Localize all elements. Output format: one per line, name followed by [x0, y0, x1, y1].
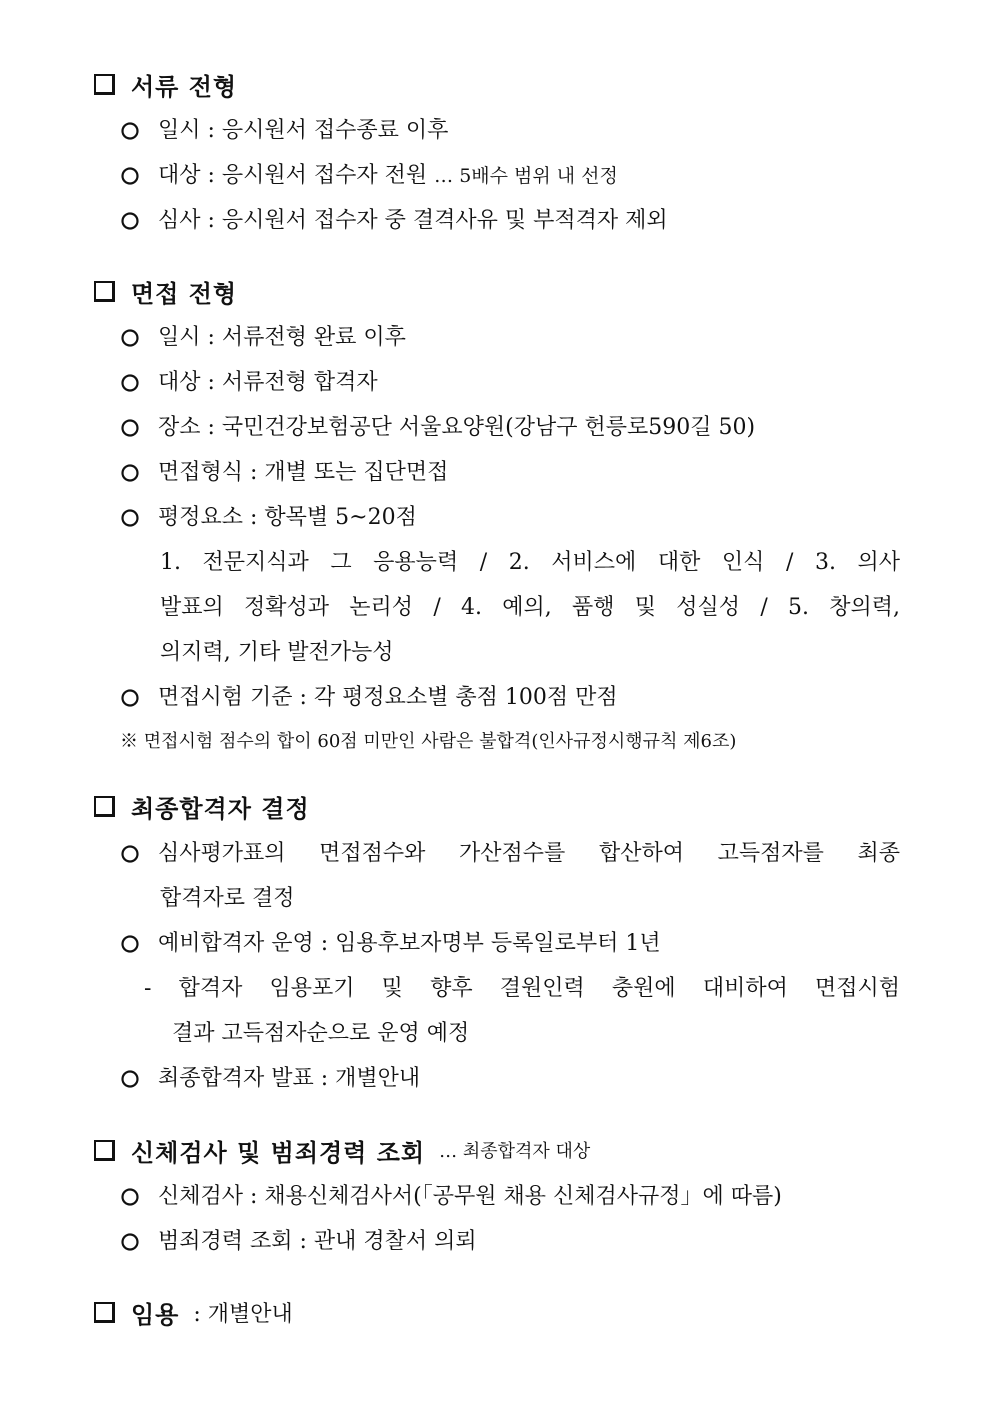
section-title: 신체검사 및 범죄경력 조회: [131, 1138, 426, 1167]
section-title: 임용: [131, 1300, 180, 1329]
circle-bullet-icon: [120, 328, 140, 348]
item-text: 범죄경력 조회 : 관내 경찰서 의뢰: [158, 1229, 477, 1254]
item-text: [158, 161, 618, 191]
section-heading-appointment: [94, 1295, 293, 1329]
checkbox-icon: [94, 796, 115, 817]
item-text: 면접형식 : 개별 또는 집단면접: [158, 460, 449, 485]
criteria-line: 발표의 정확성과 논리성 / 4. 예의, 품행 및 성실성 / 5. 창의력,: [160, 595, 900, 620]
section-title: 최종합격자 결정: [131, 794, 310, 823]
dash-item-text: - 합격자 임용포기 및 향후 결원인력 충원에 대비하여 면접시험: [144, 976, 900, 1001]
item-continuation: 결과 고득점자순으로 운영 예정: [172, 1021, 470, 1046]
criteria-line: 1. 전문지식과 그 응용능력 / 2. 서비스에 대한 인식 / 3. 의사: [160, 550, 900, 575]
circle-bullet-icon: [120, 1069, 140, 1089]
circle-bullet-icon: [120, 211, 140, 231]
circle-bullet-icon: [120, 844, 140, 864]
checkbox-icon: [94, 1302, 115, 1323]
item-text: 예비합격자 운영 : 임용후보자명부 등록일로부터 1년: [158, 931, 661, 956]
section-title: 면접 전형: [131, 279, 238, 308]
section-title-suffix: : 개별안내: [193, 1301, 293, 1327]
item-text: 장소 : 국민건강보험공단 서울요양원(강남구 헌릉로590길 50): [158, 415, 756, 440]
item-text: 일시 : 응시원서 접수종료 이후: [158, 118, 449, 143]
item-text: 최종합격자 발표 : 개별안내: [158, 1066, 421, 1091]
section-heading-document-screening: [94, 67, 237, 101]
item-small-text: … 5배수 범위 내 선정: [434, 165, 618, 187]
circle-bullet-icon: [120, 373, 140, 393]
criteria-line: 의지력, 기타 발전가능성: [160, 640, 394, 665]
item-text: 대상 : 서류전형 합격자: [158, 370, 378, 395]
checkbox-icon: [94, 1140, 115, 1161]
item-text: 평정요소 : 항목별 5~20점: [158, 505, 417, 530]
item-text: 신체검사 : 채용신체검사서(「공무원 채용 신체검사규정」에 따름): [158, 1184, 782, 1209]
section-title-suffix: … 최종합격자 대상: [439, 1141, 591, 1162]
item-text: 심사 : 응시원서 접수자 중 결격사유 및 부적격자 제외: [158, 208, 668, 233]
section-title: 서류 전형: [131, 72, 238, 101]
circle-bullet-icon: [120, 1232, 140, 1252]
circle-bullet-icon: [120, 934, 140, 954]
section-heading-interview: [94, 274, 237, 308]
checkbox-icon: [94, 74, 115, 95]
section-heading-final-decision: [94, 789, 310, 823]
item-continuation: 합격자로 결정: [160, 886, 295, 911]
item-main-text: 대상 : 응시원서 접수자 전원: [158, 163, 435, 188]
item-text: 일시 : 서류전형 완료 이후: [158, 325, 406, 350]
circle-bullet-icon: [120, 508, 140, 528]
circle-bullet-icon: [120, 688, 140, 708]
circle-bullet-icon: [120, 166, 140, 186]
checkbox-icon: [94, 281, 115, 302]
circle-bullet-icon: [120, 463, 140, 483]
section-heading-health-check: [94, 1133, 590, 1167]
item-text: 면접시험 기준 : 각 평정요소별 총점 100점 만점: [158, 685, 618, 710]
circle-bullet-icon: [120, 1187, 140, 1207]
note-text: ※ 면접시험 점수의 합이 60점 미만인 사람은 불합격(인사규정시행규칙 제6조): [120, 731, 737, 752]
item-text: 심사평가표의 면접점수와 가산점수를 합산하여 고득점자를 최종: [158, 841, 900, 866]
circle-bullet-icon: [120, 121, 140, 141]
circle-bullet-icon: [120, 418, 140, 438]
